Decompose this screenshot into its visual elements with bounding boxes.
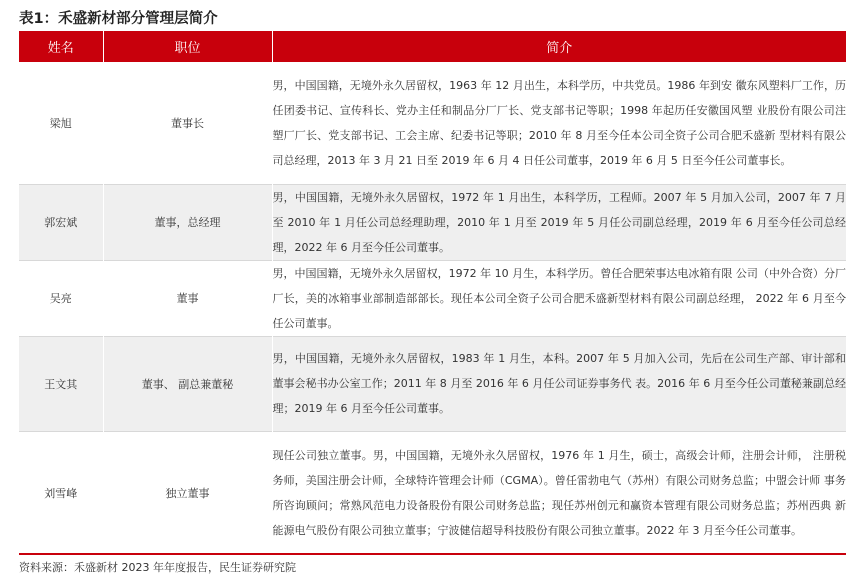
person-name: 郭宏斌 bbox=[19, 184, 103, 260]
person-name: 吴亮 bbox=[19, 260, 103, 336]
person-position: 董事，总经理 bbox=[103, 184, 272, 260]
table-title: 表1：禾盛新材部分管理层简介 bbox=[19, 11, 218, 27]
table-row bbox=[19, 184, 846, 260]
management-table bbox=[19, 31, 846, 555]
person-bio: 现任公司独立董事。男，中国国籍，无境外永久居留权，1976 年 1 月生，硕士，高级会计师，注册会计师， 注册税务师，美国注册会计师，全球特许管理会计师（CGMA）。曾任雷勃电气（苏州）有限公司财务总监；中盟会计师 事务所咨询顾问；常熟风范电力设备股份有限公司财务总监；现任苏州创元和赢资本管理有限公司财务总监；苏州西典 新能源电气股份有限公司独立董事；宁波健信超导科技股份有限公司独立董事。2022 年 3 月至今任公司董事。 bbox=[272, 431, 846, 555]
table-row bbox=[19, 62, 846, 184]
person-name: 王文其 bbox=[19, 336, 103, 431]
table-header-row bbox=[19, 31, 846, 62]
header-position: 职位 bbox=[103, 31, 272, 62]
table-row bbox=[19, 431, 846, 555]
table-row bbox=[19, 336, 846, 431]
table-bottom-rule bbox=[19, 553, 846, 555]
person-position: 董事、 副总兼董秘 bbox=[103, 336, 272, 431]
person-position: 董事长 bbox=[103, 62, 272, 184]
person-bio: 男，中国国籍，无境外永久居留权，1963 年 12 月出生，本科学历，中共党员。1986 年到安 徽东风塑料厂工作，历任团委书记、宣传科长、党办主任和制品分厂厂长、党支部书记等职；1998 年起历任安徽国风塑 业股份有限公司注塑厂厂长、党支部书记、工会主席、纪委书记等职；2010 年 8 月至今任本公司全资子公司合肥禾盛新 型材料有限公司总经理，2013 年 3 月 21 日至 2019 年 6 月 4 日任公司董事，2019 年 6 月 5 日至今任公司董事长。 bbox=[272, 62, 846, 184]
person-bio: 男，中国国籍，无境外永久居留权，1972 年 10 月生，本科学历。曾任合肥荣事达电冰箱有限 公司（中外合资）分厂厂长，美的冰箱事业部制造部部长。现任本公司全资子公司合肥禾盛新型材料有限公司副总经理， 2022 年 6 月至今任公司董事。 bbox=[272, 260, 846, 336]
person-name: 梁旭 bbox=[19, 62, 103, 184]
header-name: 姓名 bbox=[19, 31, 103, 62]
table-row bbox=[19, 260, 846, 336]
header-bio: 简介 bbox=[272, 31, 846, 62]
person-bio: 男，中国国籍，无境外永久居留权，1972 年 1 月出生，本科学历，工程师。2007 年 5 月加入公司，2007 年 7 月至 2010 年 1 月任公司总经理助理，2010 年 1 月至 2019 年 5 月任公司副总经理，2019 年 6 月至今任公司总经理，2022 年 6 月至今任公司董事。 bbox=[272, 184, 846, 260]
person-position: 董事 bbox=[103, 260, 272, 336]
person-name: 刘雪峰 bbox=[19, 431, 103, 555]
source-note: 资料来源：禾盛新材 2023 年年度报告，民生证券研究院 bbox=[19, 561, 296, 574]
person-bio: 男，中国国籍，无境外永久居留权，1983 年 1 月生，本科。2007 年 5 月加入公司，先后在公司生产部、审计部和董事会秘书办公室工作；2011 年 8 月至 2016 年 6 月任公司证券事务代 表。2016 年 6 月至今任公司董秘兼副总经理；2019 年 6 月至今任公司董事。 bbox=[272, 336, 846, 431]
person-position: 独立董事 bbox=[103, 431, 272, 555]
